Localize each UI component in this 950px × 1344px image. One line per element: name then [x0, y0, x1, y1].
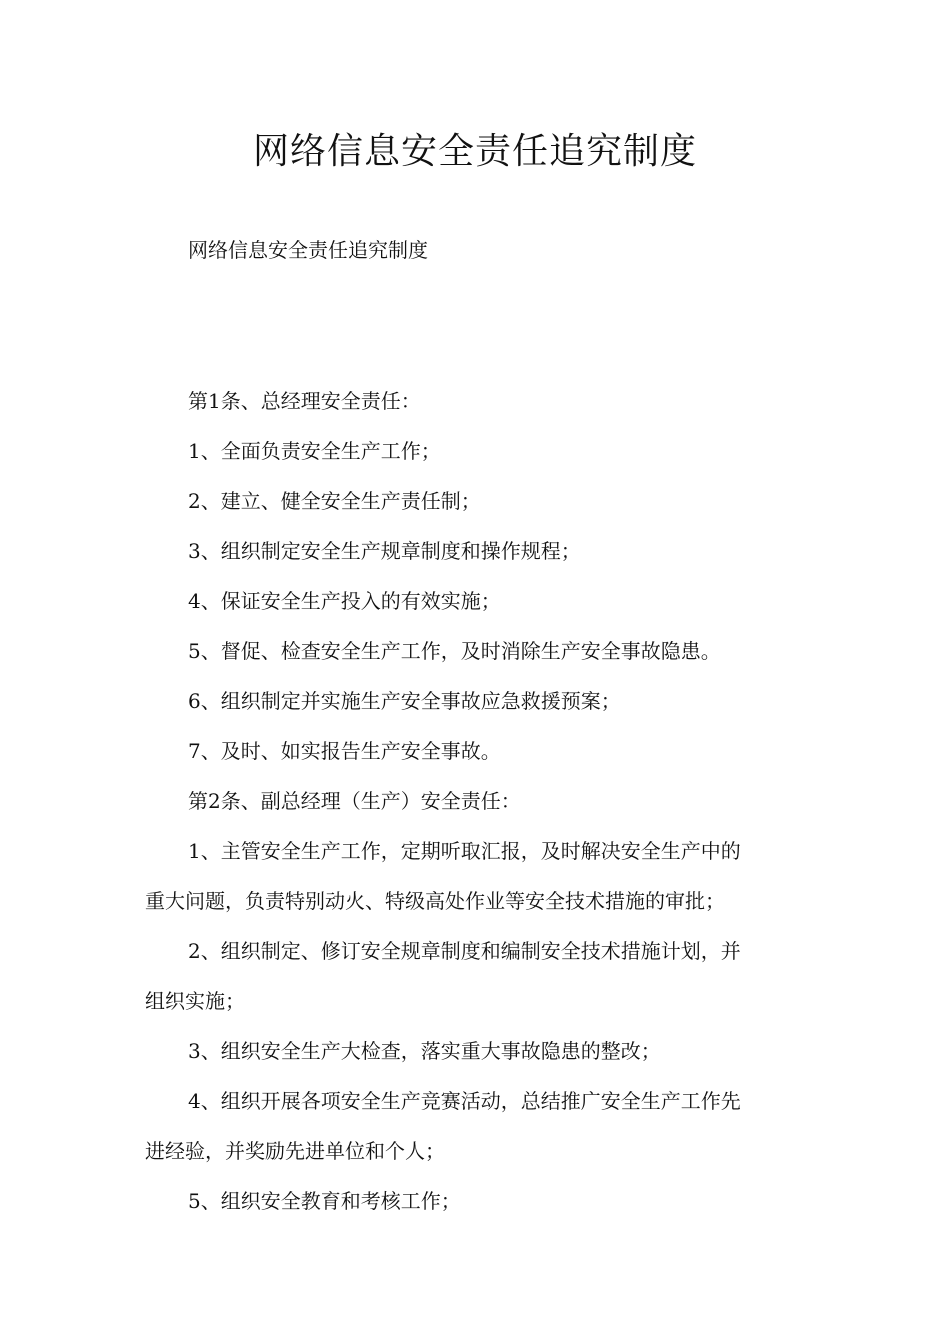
paragraph-line: 3、组织安全生产大检查，落实重大事故隐患的整改； — [188, 1039, 661, 1063]
paragraph-line: 重大问题，负责特别动火、特级高处作业等安全技术措施的审批； — [145, 889, 725, 913]
paragraph-line: 6、组织制定并实施生产安全事故应急救援预案； — [188, 689, 621, 713]
paragraph-line: 3、组织制定安全生产规章制度和操作规程； — [188, 539, 581, 563]
paragraph-line: 2、建立、健全安全生产责任制； — [188, 489, 481, 513]
section-heading-1: 第1条、总经理安全责任： — [188, 389, 421, 413]
paragraph-line: 1、全面负责安全生产工作； — [188, 439, 441, 463]
paragraph-line: 5、督促、检查安全生产工作，及时消除生产安全事故隐患。 — [188, 639, 721, 663]
paragraph-line: 组织实施； — [145, 989, 245, 1013]
paragraph-line: 1、主管安全生产工作，定期听取汇报，及时解决安全生产中的 — [188, 839, 741, 863]
section-heading-2: 第2条、副总经理（生产）安全责任： — [188, 789, 521, 813]
paragraph-line: 5、组织安全教育和考核工作； — [188, 1189, 461, 1213]
paragraph-line: 4、保证安全生产投入的有效实施； — [188, 589, 501, 613]
paragraph-line: 2、组织制定、修订安全规章制度和编制安全技术措施计划，并 — [188, 939, 741, 963]
document-title: 网络信息安全责任追究制度 — [252, 131, 697, 172]
paragraph-line: 4、组织开展各项安全生产竞赛活动，总结推广安全生产工作先 — [188, 1089, 741, 1113]
paragraph-line: 进经验，并奖励先进单位和个人； — [145, 1139, 445, 1163]
paragraph-line: 7、及时、如实报告生产安全事故。 — [188, 739, 501, 763]
document-subtitle: 网络信息安全责任追究制度 — [188, 238, 428, 262]
